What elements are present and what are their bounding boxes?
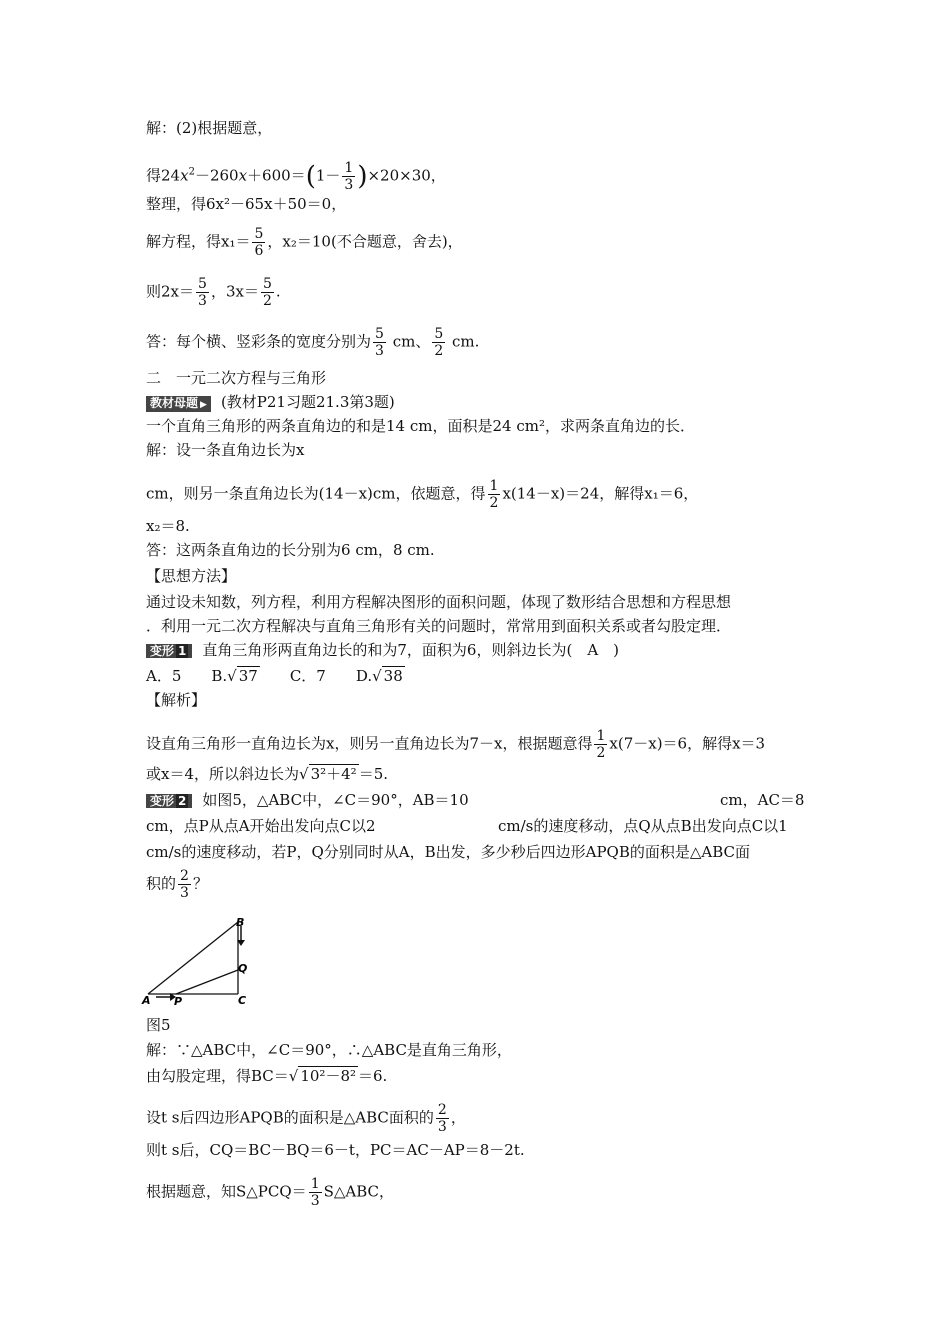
line-13: 答：这两条直角边的长分别为6 cm，8 cm.	[146, 541, 435, 559]
textbook-badge: 教材母题 ▶	[146, 396, 211, 412]
label-b: B	[236, 916, 245, 929]
line-28: 设t s后四边形APQB的面积是△ABC面积的 $\frac{2}{3}$ ，	[146, 1102, 466, 1135]
line-29: 则t s后，CQ＝BC－BQ＝6－t，PC＝AC－AP＝8－2t.	[146, 1141, 525, 1159]
line-26: 解：∵△ABC中，∠C＝90°，∴△ABC是直角三角形，	[146, 1041, 512, 1059]
variant-badge-2: 变形 2	[146, 794, 192, 808]
line-23: cm，点P从点A开始出发向点C以2	[146, 817, 376, 835]
label-q: Q	[238, 962, 248, 975]
line-source: 教材母题 ▶ (教材P21习题21.3第3题)	[146, 392, 395, 412]
line-25: 积的 $\frac{2}{3}$ ？	[146, 868, 208, 901]
triangle-figure	[140, 912, 260, 1012]
line-2: 得$24x^2-260x+600=(1-$ $\frac{1}{3}$ )×20×30，	[146, 160, 446, 193]
label-a: A	[142, 994, 151, 1007]
line-10: 解：设一条直角边长为x	[146, 441, 305, 459]
figure-caption: 图5	[146, 1016, 171, 1034]
line-27: 由勾股定理，得BC＝√ 10²－8² ＝6.	[146, 1067, 388, 1085]
line-15: 通过设未知数，列方程，利用方程解决图形的面积问题，体现了数形结合思想和方程思想	[146, 593, 732, 611]
options-line: A．5 B.√ 37 C．7 D.√ 38	[146, 667, 403, 685]
analysis-heading: 【解析】	[146, 691, 207, 709]
variant-2: 变形 2 如图5，△ABC中，∠C＝90°，AB＝10	[146, 790, 469, 810]
line-22-right: cm，AC＝8	[720, 791, 805, 809]
segment-pq	[176, 970, 238, 994]
line-16: ．利用一元二次方程解决与直角三角形有关的问题时，常常用到面积关系或者勾股定理．	[146, 617, 732, 635]
label-p: P	[174, 995, 183, 1008]
line-3: 整理，得6x²－65x＋50＝0，	[146, 195, 347, 213]
line-24: cm/s的速度移动，若P，Q分别同时从A，B出发，多少秒后四边形APQB的面积是△ABC面	[146, 843, 751, 861]
line-1: 解：(2)根据题意，	[146, 119, 273, 137]
line-12: x₂＝8.	[146, 517, 190, 535]
label-c: C	[238, 994, 247, 1007]
variant-badge-1: 变形 1	[146, 644, 192, 658]
variant-1: 变形 1 直角三角形两直角边长的和为7，面积为6，则斜边长为( A )	[146, 640, 619, 660]
line-21: 或x＝4，所以斜边长为√ 3²＋4² ＝5.	[146, 765, 389, 783]
line-11: cm，则另一条直角边长为(14－x)cm，依题意，得 $\frac{1}{2}$ x(14－x)＝24，解得x₁＝6，	[146, 478, 699, 511]
line-23-right: cm/s的速度移动，点Q从点B出发向点C以1	[498, 817, 788, 835]
section-title: 二 一元二次方程与三角形	[146, 369, 327, 387]
line-20: 设直角三角形一直角边长为x，则另一直角边长为7－x，根据题意得 $\frac{1}{2}$ x(7－x)＝6，解得x＝3	[146, 728, 766, 761]
line-30: 根据题意，知S△PCQ＝ $\frac{1}{3}$ S△ABC，	[146, 1176, 395, 1209]
line-6: 答：每个横、竖彩条的宽度分别为 $\frac{5}{3}$ cm、 $\frac{5}{2}$ cm.	[146, 326, 480, 359]
line-5: 则2x＝ $\frac{5}{3}$ ，3x＝ $\frac{5}{2}$ .	[146, 276, 281, 309]
side-ab	[148, 922, 238, 994]
line-4: 解方程，得x₁＝ $\frac{5}{6}$ ，x₂＝10(不合题意，舍去)，	[146, 226, 463, 259]
method-heading: 【思想方法】	[146, 567, 237, 585]
line-problem: 一个直角三角形的两条直角边的和是14 cm，面积是24 cm²，求两条直角边的长．	[146, 417, 695, 435]
